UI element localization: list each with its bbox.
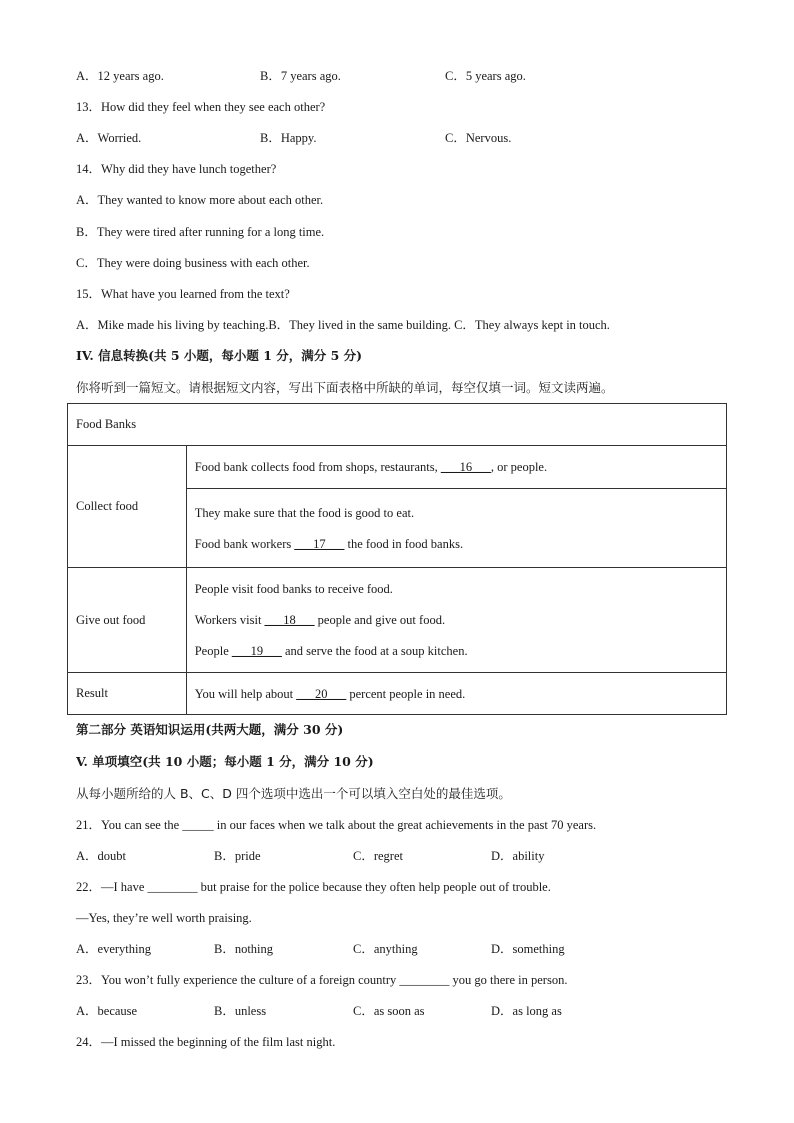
blank-19[interactable]: ___19___ — [231, 644, 282, 658]
q23-option-c[interactable]: C．as soon as — [353, 1004, 425, 1018]
table-cell: You will help about ___20___ percent people in need. — [186, 673, 726, 715]
row-label-collect-food: Collect food — [68, 446, 187, 568]
q23-option-a[interactable]: A．because — [76, 1004, 138, 1018]
q23-option-b[interactable]: B．unless — [214, 1004, 267, 1018]
q14-question: 14．Why did they have lunch together? — [76, 162, 277, 176]
q24-question: 24．—I missed the beginning of the film last night. — [76, 1035, 336, 1049]
q13-option-a[interactable]: A．Worried. — [76, 131, 142, 145]
section5-instruction: 从每小题所给的人 B、C、D 四个选项中选出一个可以填入空白处的最佳选项。 — [76, 786, 511, 801]
section4-heading: IV. 信息转换(共 5 小题，每小题 1 分，满分 5 分) — [76, 348, 363, 363]
q13-option-b[interactable]: B．Happy. — [260, 131, 317, 145]
q22-option-c[interactable]: C．anything — [353, 942, 418, 956]
q12-option-c[interactable]: C．5 years ago. — [445, 69, 526, 83]
row-label-give-out-food: Give out food — [68, 568, 187, 673]
table-row — [68, 568, 727, 673]
q21-option-b[interactable]: B．pride — [214, 849, 261, 863]
q22-option-a[interactable]: A．everything — [76, 942, 151, 956]
blank-16[interactable]: ___16___ — [440, 460, 491, 474]
blank-18[interactable]: ___18___ — [264, 613, 315, 627]
table-row — [68, 673, 727, 715]
q22-reply: —Yes, they’re well worth praising. — [76, 911, 252, 925]
section4-instruction: 你将听到一篇短文。请根据短文内容，写出下面表格中所缺的单词，每空仅填一词。短文读两遍。 — [76, 380, 614, 395]
q15-question: 15．What have you learned from the text? — [76, 287, 290, 301]
blank-20[interactable]: ___20___ — [296, 686, 347, 701]
q22-option-b[interactable]: B．nothing — [214, 942, 274, 956]
q23-option-d[interactable]: D．as long as — [491, 1004, 562, 1018]
q21-option-a[interactable]: A．doubt — [76, 849, 127, 863]
q21-option-c[interactable]: C．regret — [353, 849, 403, 863]
q14-option-a[interactable]: A．They wanted to know more about each other. — [76, 193, 324, 207]
q14-option-c[interactable]: C．They were doing business with each other. — [76, 256, 310, 270]
table-cell: Food bank collects food from shops, restaurants, ___16___, or people. — [186, 446, 726, 489]
food-banks-table — [67, 403, 727, 715]
q14-option-b[interactable]: B．They were tired after running for a long time. — [76, 225, 325, 239]
table-cell: People visit food banks to receive food. Workers visit ___18___ people and give out food. People ___19___ and serve the food at a soup kitchen. — [186, 568, 726, 673]
table-title: Food Banks — [68, 404, 727, 446]
q21-option-d[interactable]: D．ability — [491, 849, 545, 863]
q12-option-a[interactable]: A．12 years ago. — [76, 69, 164, 83]
q15-options[interactable]: A．Mike made his living by teaching.B．They lived in the same building. C．They always kept in touch. — [76, 318, 610, 332]
q23-question: 23．You won’t fully experience the culture of a foreign country ________ you go there in person. — [76, 973, 568, 987]
q12-option-b[interactable]: B．7 years ago. — [260, 69, 341, 83]
table-row — [68, 446, 727, 489]
q13-option-c[interactable]: C．Nervous. — [445, 131, 512, 145]
blank-17[interactable]: ___17___ — [294, 536, 345, 551]
part2-heading: 第二部分 英语知识运用(共两大题，满分 30 分) — [76, 722, 344, 737]
row-label-result: Result — [68, 673, 187, 715]
q21-question: 21．You can see the _____ in our faces when we talk about the great achievements in the past 70 years. — [76, 818, 597, 832]
q13-question: 13．How did they feel when they see each other? — [76, 100, 326, 114]
section5-heading: V. 单项填空(共 10 小题；每小题 1 分，满分 10 分) — [76, 754, 374, 769]
q22-option-d[interactable]: D．something — [491, 942, 565, 956]
q22-question: 22．—I have ________ but praise for the police because they often help people out of trouble. — [76, 880, 551, 894]
table-cell: They make sure that the food is good to eat. Food bank workers ___17___ the food in food banks. — [186, 489, 726, 568]
